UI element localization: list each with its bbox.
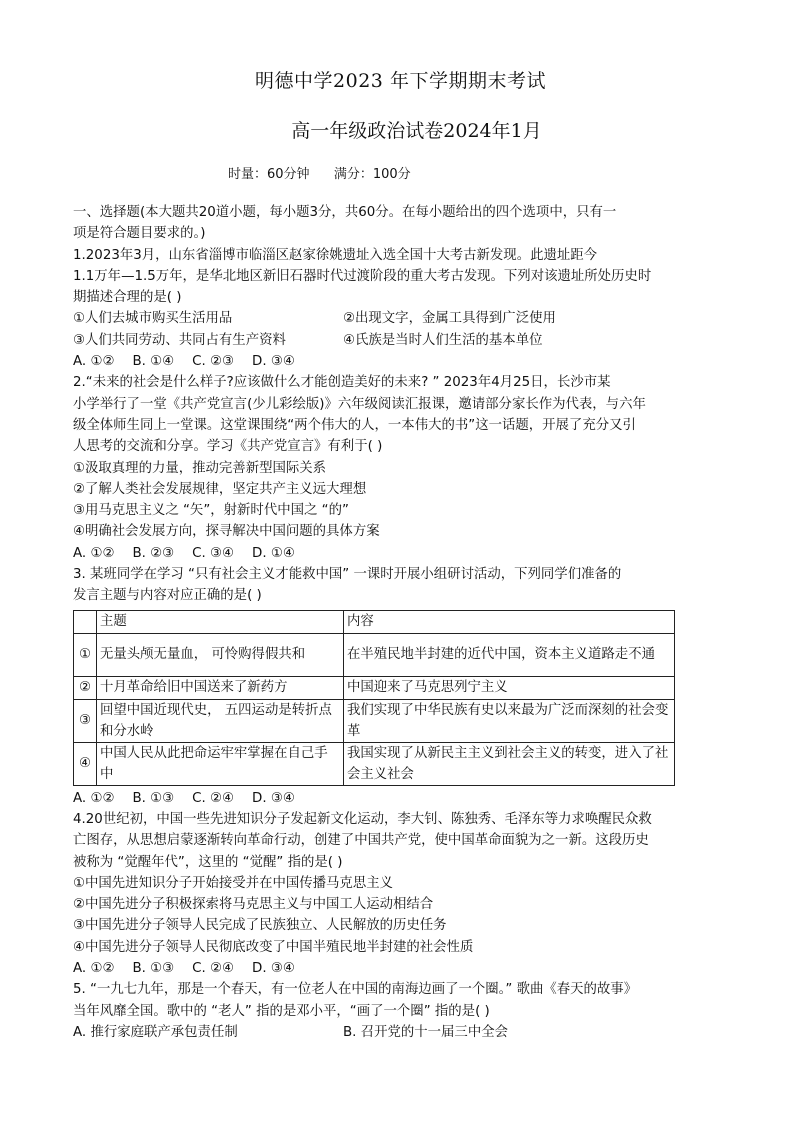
question-4-options [73, 958, 723, 979]
table-row [74, 742, 675, 785]
option-d: D. ③④ [252, 961, 295, 977]
question-1-items [73, 308, 723, 329]
question-4-text: 4.20世纪初，中国一些先进知识分子发起新文化运动，李大钊、陈独秀、毛泽东等力求唤醒民众救 [73, 811, 652, 827]
item: ④氏族是当时人们生活的基本单位 [343, 332, 543, 348]
option-a: A. ①② [73, 545, 115, 561]
option-d: D. ①④ [252, 545, 295, 561]
option-b: B. ①④ [132, 354, 175, 370]
row-topic: 中国人民从此把命运牢牢掌握在自己手中 [97, 742, 344, 785]
row-number: ③ [74, 699, 97, 742]
section-instruction: 一、选择题(本大题共20道小题，每小题3分，共60分。在每小题给出的四个选项中，只有一 [73, 205, 617, 220]
item: ③用马克思主义之 “矢”，射新时代中国之 “的” [73, 503, 349, 519]
question-1-items [73, 330, 723, 351]
row-topic: 十月革命给旧中国送来了新药方 [97, 676, 344, 699]
question-3-options [73, 788, 723, 809]
question-3-table [73, 610, 675, 786]
table-row [74, 699, 675, 742]
option-a: A. ①② [73, 790, 115, 806]
question-4-text: 被称为 “觉醒年代”，这里的 “觉醒” 指的是( ) [73, 854, 343, 870]
item: ①中国先进知识分子开始接受并在中国传播马克思主义 [73, 875, 393, 891]
row-number: ④ [74, 742, 97, 785]
item: ②中国先进分子积极探索将马克思主义与中国工人运动相结合 [73, 897, 434, 913]
row-topic: 回望中国近现代史， 五四运动是转折点和分水岭 [97, 699, 344, 742]
item: ④明确社会发展方向，探寻解决中国问题的具体方案 [73, 524, 380, 540]
question-1-text: 1.2023年3月，山东省淄博市临淄区赵家徐姚遗址入选全国十大考古新发现。此遗址距今 [73, 247, 598, 263]
time-label: 时量：60分钟 [228, 167, 310, 182]
table-header-cell [74, 610, 97, 633]
question-2-text: 2.“未来的社会是什么样子?应该做什么才能创造美好的未来? ” 2023年4月25日，长沙市某 [73, 375, 611, 391]
question-5-text: 当年风靡全国。歌中的 “老人” 指的是邓小平，“画了一个圈” 指的是( ) [73, 1003, 490, 1019]
exam-meta [228, 163, 411, 182]
table-header-row [74, 610, 675, 633]
option-a: A. ①② [73, 354, 115, 370]
question-2-text: 级全体师生同上一堂课。这堂课围绕“两个伟大的人，一本伟大的书”这一话题，开展了充分又引 [73, 417, 636, 433]
option-c: C. ②④ [192, 790, 235, 806]
section-instruction: 项是符合题目要求的。) [73, 226, 206, 242]
item: ④中国先进分子领导人民彻底改变了中国半殖民地半封建的社会性质 [73, 939, 474, 955]
item: ①人们去城市购买生活用品 [73, 311, 233, 327]
row-content: 我们实现了中华民族有史以来最为广泛而深刻的社会变革 [344, 699, 675, 742]
table-row [74, 633, 675, 676]
option-c: C. ③④ [192, 545, 235, 561]
table-row [74, 676, 675, 699]
item: ①汲取真理的力量，推动完善新型国际关系 [73, 460, 327, 476]
question-1-text: 1.1万年—1.5万年，是华北地区新旧石器时代过渡阶段的重大考古发现。下列对该遗址所处历史时 [73, 268, 652, 284]
row-number: ① [74, 633, 97, 676]
exam-subtitle: 高一年级政治试卷2024年1月 [291, 120, 542, 142]
item: ②出现文字，金属工具得到广泛使用 [343, 311, 556, 327]
question-3-text: 发言主题与内容对应正确的是( ) [73, 588, 262, 604]
option-b: B. ①③ [132, 790, 175, 806]
question-2-text: 小学举行了一堂《共产党宣言(少儿彩绘版)》六年级阅读汇报课，邀请部分家长作为代表，与六年 [73, 396, 646, 412]
question-2-text: 人思考的交流和分享。学习《共产党宣言》有利于( ) [73, 439, 383, 455]
question-4-text: 亡图存，从思想启蒙逐渐转向革命行动，创建了中国共产党，使中国革命面貌为之一新。这段历史 [73, 833, 649, 849]
option-b: B. ②③ [132, 545, 175, 561]
option-d: D. ③④ [252, 790, 295, 806]
exam-title: 明德中学2023 年下学期期末考试 [255, 70, 546, 92]
item: ③人们共同劳动、共同占有生产资料 [73, 332, 286, 348]
question-1-text: 期描述合理的是( ) [73, 290, 182, 306]
option-c: C. ②④ [192, 961, 235, 977]
option-a: A. ①② [73, 961, 115, 977]
table-header-cell: 内容 [344, 610, 675, 633]
option-a: A. 推行家庭联产承包责任制 [73, 1024, 238, 1040]
questions [73, 202, 723, 1043]
row-content: 中国迎来了马克思列宁主义 [344, 676, 675, 699]
row-topic: 无量头颅无量血， 可怜购得假共和 [97, 633, 344, 676]
option-b: B. 召开党的十一届三中全会 [343, 1024, 508, 1040]
score-label: 满分：100分 [333, 167, 411, 182]
option-b: B. ①③ [132, 961, 175, 977]
question-1-options [73, 351, 723, 372]
row-content: 我国实现了从新民主主义到社会主义的转变，进入了社会主义社会 [344, 742, 675, 785]
row-content: 在半殖民地半封建的近代中国，资本主义道路走不通 [344, 633, 675, 676]
question-5-options [73, 1022, 723, 1043]
question-3-text: 3. 某班同学在学习 “只有社会主义才能救中国” 一课时开展小组研讨活动，下列同学们准备的 [73, 567, 622, 583]
item: ②了解人类社会发展规律，坚定共产主义远大理想 [73, 481, 367, 497]
option-c: C. ②③ [192, 354, 235, 370]
question-2-options [73, 543, 723, 564]
row-number: ② [74, 676, 97, 699]
table-header-cell: 主题 [97, 610, 344, 633]
item: ③中国先进分子领导人民完成了民族独立、人民解放的历史任务 [73, 918, 447, 934]
question-5-text: 5. “一九七九年，那是一个春天，有一位老人在中国的南海边画了一个圈。” 歌曲《春天的故事》 [73, 982, 638, 998]
option-d: D. ③④ [252, 354, 295, 370]
